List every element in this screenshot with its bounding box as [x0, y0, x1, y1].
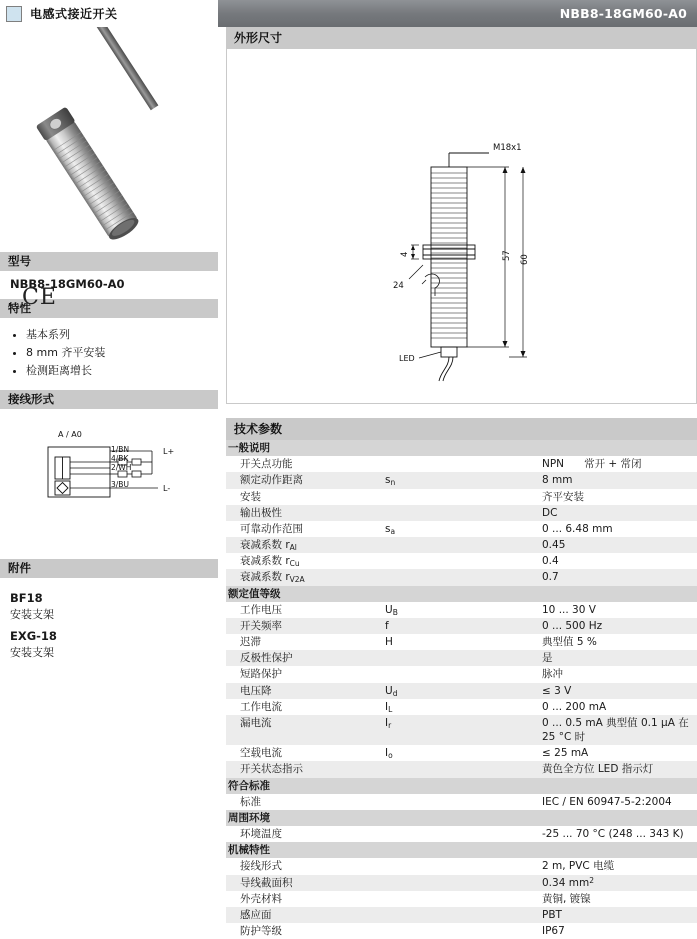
tech-panel: [226, 418, 697, 939]
row-value: 黄色全方位 LED 指示灯: [540, 761, 697, 777]
right-column: [226, 27, 697, 938]
table-row: [226, 489, 697, 505]
row-symbol: $U_d$: [383, 683, 540, 699]
row-value: 0 ... 0.5 mA 典型值 0.1 µA 在 25 °C 时: [540, 715, 697, 745]
list-item: • 检测距离增长: [26, 364, 210, 379]
left-column: [0, 27, 218, 901]
wiring-diagram-svg: [0, 421, 218, 561]
ce-mark: CE: [22, 285, 57, 310]
dim-label-4: 4: [400, 251, 410, 257]
accessory-name: EXG-18: [10, 628, 57, 643]
table-row: [226, 858, 697, 874]
row-label: 接线形式: [240, 860, 282, 873]
table-row: [226, 553, 697, 569]
accessory-desc: 安装支架: [10, 607, 54, 621]
group-label: 周围环境: [226, 810, 697, 826]
row-symbol: H: [385, 636, 393, 649]
accessory-name: BF18: [10, 590, 43, 605]
table-group-row: [226, 842, 697, 858]
dimension-drawing-svg: [227, 49, 697, 404]
row-label: 可靠动作范围: [240, 522, 303, 535]
row-value: 0.4: [542, 555, 559, 568]
table-group-row: [226, 810, 697, 826]
row-symbol: [383, 666, 540, 682]
row-label: 防护等级: [240, 925, 282, 938]
row-value: DC: [540, 505, 697, 521]
table-row: [226, 826, 697, 842]
row-symbol: [383, 826, 540, 842]
page-header: [0, 0, 697, 27]
row-symbol: $s_n$: [383, 472, 540, 488]
wire-label-1: 1/BN: [111, 444, 130, 454]
row-value: 0.45: [540, 537, 697, 553]
row-symbol: f: [383, 618, 540, 634]
table-row: [226, 923, 697, 939]
tech-spec-table: [226, 440, 697, 939]
row-value: 0.7: [540, 569, 697, 585]
row-value: 0 ... 6.48 mm: [542, 522, 613, 535]
dimensions-panel: [226, 49, 697, 404]
row-value: 2 m, PVC 电缆: [542, 860, 615, 873]
wiring-diagram-label: A / A0: [58, 429, 82, 439]
table-row: [226, 761, 697, 777]
row-label: 外壳材料: [240, 892, 282, 905]
row-symbol: $U_B$: [385, 603, 398, 617]
row-label: 短路保护: [240, 668, 282, 681]
wiring-section-title: 接线形式: [0, 390, 218, 409]
table-row: [226, 699, 697, 715]
group-label: 符合标准: [226, 778, 697, 794]
row-symbol: [383, 505, 540, 521]
features-section-body: [0, 318, 218, 390]
row-label: 衰减系数 $r_{Cu}$: [240, 555, 300, 569]
row-label: 衰减系数 $r_{Al}$: [226, 537, 383, 553]
row-label: 额定动作距离: [226, 472, 383, 488]
row-symbol: [383, 650, 540, 666]
table-row: [226, 666, 697, 682]
row-value: PBT: [540, 907, 697, 923]
wire-label-2: 4/BK: [111, 453, 129, 463]
row-label: 输出极性: [226, 505, 383, 521]
table-group-row: [226, 778, 697, 794]
table-row: [226, 602, 697, 618]
row-value: 0.34 $mm^2$: [540, 875, 697, 891]
row-label: 漏电流: [226, 715, 383, 745]
model-section-title: 型号: [0, 252, 218, 271]
table-group-row: [226, 586, 697, 602]
product-photo: [0, 27, 218, 252]
row-label: 工作电压: [240, 603, 282, 616]
table-row: [226, 472, 697, 488]
square-logo-icon: [6, 6, 22, 22]
row-value: 齐平安装: [542, 490, 584, 503]
row-symbol: [383, 553, 540, 569]
header-model-label: NBB8-18GM60-A0: [559, 6, 687, 21]
row-value: ≤ 25 mA: [542, 747, 589, 760]
table-row: [226, 683, 697, 699]
table-row: [226, 907, 697, 923]
row-symbol: [383, 794, 540, 810]
row-value: 0 ... 500 Hz: [540, 618, 697, 634]
row-value: 是: [540, 650, 697, 666]
dim-label-57: 57: [502, 250, 512, 261]
terminal-label-negative: L-: [163, 483, 171, 493]
row-symbol: [383, 875, 540, 891]
group-label: 额定值等级: [226, 586, 697, 602]
table-row: [226, 456, 697, 472]
led-label: LED: [399, 354, 415, 363]
accessory-desc: 安装支架: [10, 645, 54, 659]
row-symbol: [383, 907, 540, 923]
row-label: 安装: [240, 490, 261, 503]
table-row: [226, 537, 697, 553]
row-symbol: [383, 761, 540, 777]
wire-label-3: 2/WH: [111, 462, 132, 472]
list-item: • 基本系列: [26, 328, 210, 343]
dim-label-24: 24: [393, 281, 404, 291]
dim-label-60: 60: [520, 254, 530, 265]
table-group-row: [226, 440, 697, 456]
row-label: 工作电流: [240, 700, 282, 713]
row-label: 感应面: [226, 907, 383, 923]
row-symbol: [383, 858, 540, 874]
row-value: ≤ 3 V: [540, 683, 697, 699]
row-value: 0 ... 200 mA: [542, 700, 607, 713]
group-label: 一般说明: [226, 440, 697, 456]
table-row: [226, 794, 697, 810]
table-row: [226, 618, 697, 634]
row-symbol: [383, 569, 540, 585]
row-symbol: [383, 489, 540, 505]
row-label: 导线截面积: [226, 875, 383, 891]
row-symbol: $s_a$: [385, 522, 396, 536]
row-value: IP67: [542, 925, 565, 938]
row-value: IEC / EN 60947-5-2:2004: [542, 795, 672, 808]
features-list: [10, 328, 210, 379]
row-value: 典型值 5 %: [542, 636, 597, 649]
row-label: 开关状态指示: [226, 761, 383, 777]
row-symbol: $I_o$: [385, 747, 393, 761]
row-label: 开关点功能: [240, 458, 293, 471]
row-value: NPN 常开 + 常闭: [542, 458, 642, 471]
page-title: 电感式接近开关: [30, 7, 118, 21]
tech-panel-title: 技术参数: [226, 418, 697, 440]
group-label: 机械特性: [226, 842, 697, 858]
table-row: [226, 505, 697, 521]
header-left: [0, 0, 218, 27]
row-symbol: [383, 456, 540, 472]
table-row: [226, 715, 697, 745]
row-label: 标准: [240, 795, 261, 808]
header-right: [218, 0, 697, 27]
row-label: 空载电流: [240, 747, 282, 760]
table-row: [226, 745, 697, 761]
row-value: -25 ... 70 °C (248 ... 343 K): [542, 828, 684, 841]
table-row: [226, 634, 697, 650]
row-value: 黄铜, 镀镍: [542, 892, 591, 905]
thread-label: M18x1: [493, 143, 522, 153]
table-row: [226, 875, 697, 891]
row-value: 脉冲: [542, 668, 563, 681]
row-label: 反极性保护: [226, 650, 383, 666]
row-symbol: [383, 923, 540, 939]
terminal-label-positive: L+: [163, 446, 175, 456]
row-label: 电压降: [226, 683, 383, 699]
list-item: [10, 629, 210, 660]
row-label: 环境温度: [240, 828, 282, 841]
table-row: [226, 521, 697, 537]
table-row: [226, 650, 697, 666]
table-row: [226, 891, 697, 907]
dimensions-panel-title: 外形尺寸: [226, 27, 697, 49]
row-value: 8 mm: [540, 472, 697, 488]
accessories-section-body: [0, 578, 218, 668]
wire-label-4: 3/BU: [111, 479, 129, 489]
table-row: [226, 569, 697, 585]
row-label: 开关频率: [226, 618, 383, 634]
model-value: NBB8-18GM60-A0: [10, 277, 125, 291]
wiring-diagram: [0, 409, 218, 559]
row-label: 衰减系数 $r_{V2A}$: [226, 569, 383, 585]
row-symbol: [383, 891, 540, 907]
list-item: [10, 591, 210, 622]
list-item: • 8 mm 齐平安装: [26, 346, 210, 361]
row-symbol: $I_L$: [385, 700, 393, 714]
sensor-photo-svg: [0, 27, 218, 252]
features-section-title: 特性: [0, 299, 218, 318]
row-symbol: [383, 537, 540, 553]
accessories-section-title: 附件: [0, 559, 218, 578]
row-label: 迟滞: [240, 636, 261, 649]
row-symbol: $I_r$: [383, 715, 540, 745]
row-value: 10 ... 30 V: [542, 603, 596, 616]
